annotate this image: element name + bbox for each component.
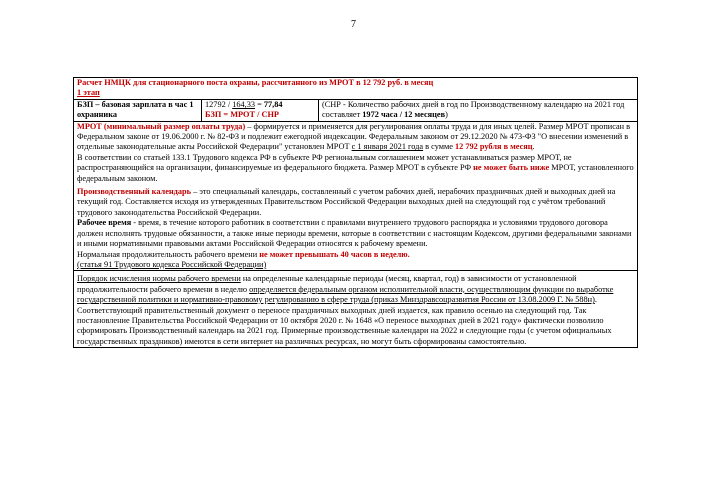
mrot-cell xyxy=(74,121,638,271)
norms-cell xyxy=(74,271,638,348)
mrot-amount: 12 792 рубля в месяц xyxy=(455,142,533,152)
bzp-desc-text: (СНР - Количество рабочих дней в год по Производственному календарю на 2021 год составляет xyxy=(322,99,625,120)
calendar-term: Производственный календарь xyxy=(77,187,192,197)
bzp-formula-cell xyxy=(202,99,319,121)
calendar-text: – это специальный календарь, составленный с учетом рабочих дней, нерабочих праздничных дней и выходных дней на текущий год. Составляется исходя из утвержденных Правительством Российской Федерации выходных дней на следующий год с учётом требований трудового законодательства Российской Федерации. xyxy=(77,187,616,217)
bzp-desc-hours: 1972 часа / 12 месяцев xyxy=(362,110,446,120)
mrot-term: МРОТ (минимальный размер оплаты труда) xyxy=(77,121,246,131)
norms-decree-paragraph: Соответствующий правительственный документ о переносе праздничных выходных дней издается, как правило осенью на следующий год. Так постановление Правительства Российской Федерации от 10 октября 2020 г. № 1648 «О переносе выходных дней в 2021 году» фактически позволило сформировать Производственный календарь на 2021 год. Примерные производственные календари на 2022 и следующие годы (с учетом официальных государственных праздников) имеются в сети интернет на различных ресурсах, но могут быть сформированы самостоятельно. xyxy=(77,305,612,346)
mrot-regional-paragraph xyxy=(77,153,634,184)
page-number: 7 xyxy=(351,19,356,30)
mrot-para-2-end: МРОТ, установленного федеральным законом. xyxy=(77,163,634,183)
mrot-text-1: – формируется и применяется для регулирования оплаты труда и для иных целей. Размер МРОТ прописан в Федеральном законе от 19.06.2000 г. № 82-ФЗ и подлежит ежегодной индексации. Федеральным законом от 29.12.2020 № 473-ФЗ "О внесении изменений в отдельные законодательные акты Российской Федерации" установлен МРОТ xyxy=(77,121,631,152)
worktime-term: Рабочее время xyxy=(77,218,132,228)
bzp-label: БЗП – базовая зарплата в час 1 охранника xyxy=(74,99,202,121)
article-reference: (статья 91 Трудового кодекса Российской Федерации) xyxy=(77,259,267,269)
formula-numerator: 12792 / xyxy=(205,99,233,109)
calendar-paragraph xyxy=(77,187,634,218)
norms-text-2: . xyxy=(594,295,597,305)
mrot-text-3: . xyxy=(532,142,535,152)
norms-term: Порядок исчисления нормы рабочего времени xyxy=(77,274,241,284)
stage-label: 1 этап xyxy=(77,88,100,98)
mrot-date: с 1 января 2021 года xyxy=(351,142,424,152)
bzp-formula xyxy=(205,100,315,110)
mrot-para-2: В соответствии со статьей 133.1 Трудового кодекса РФ в субъекте РФ региональным соглашением может устанавливаться размер МРОТ, не распространяющийся на организации, финансируемые из федерального бюджета. Размер МРОТ в субъекте РФ xyxy=(77,152,572,173)
title-cell xyxy=(74,78,638,100)
mrot-not-lower: не может быть ниже xyxy=(473,163,550,173)
table-row-norms xyxy=(74,271,638,348)
norms-underlined: определяется федеральным органом исполнительной власти, осуществляющим функции по выработке государственной политики и нормативно-правовому регулированию в сфере труда (приказ Минздравсоцразвития России от 13.08.2009 Г. № 588н) xyxy=(77,284,614,305)
formula-result: 77,84 xyxy=(263,99,283,109)
table-row-mrot xyxy=(74,121,638,271)
worktime-text: - время, в течение которого работник в соответствии с правилами внутреннего трудового распорядка и условиями трудового договора должен исполнять трудовые обязанности, а также иные периоды времени, которые в соответствии с настоящим Кодексом, другими федеральными законами и иными нормативными правовыми актами Российской Федерации относятся к рабочему времени. xyxy=(77,218,632,249)
mrot-paragraph xyxy=(77,122,634,153)
formula-denominator: 164,33 xyxy=(232,99,256,109)
bzp-description xyxy=(319,99,638,121)
calculation-table xyxy=(73,77,638,348)
normal-hours-limit: не может превышать 40 часов в неделю. xyxy=(259,249,410,259)
calculation-title: Расчет НМЦК для стационарного поста охраны, рассчитанного из МРОТ в 12 792 руб. в месяц xyxy=(77,78,434,87)
worktime-paragraph xyxy=(77,218,634,249)
formula-equals: = xyxy=(255,99,264,109)
normal-hours-text: Нормальная продолжительность рабочего времени xyxy=(77,249,260,259)
bzp-desc-end: ) xyxy=(445,110,448,120)
formula-definition: БЗП = МРОТ / СНР xyxy=(205,110,279,120)
table-row-title xyxy=(74,78,638,100)
mrot-text-2: в сумме xyxy=(423,142,455,152)
table-row-bzp xyxy=(74,99,638,121)
normal-hours-paragraph xyxy=(77,250,634,260)
norms-text-1: на определенные календарные периоды (месяц, квартал, год) в зависимости от установленной продолжительности рабочего времени в неделю xyxy=(77,274,577,294)
norms-paragraph xyxy=(77,274,634,305)
